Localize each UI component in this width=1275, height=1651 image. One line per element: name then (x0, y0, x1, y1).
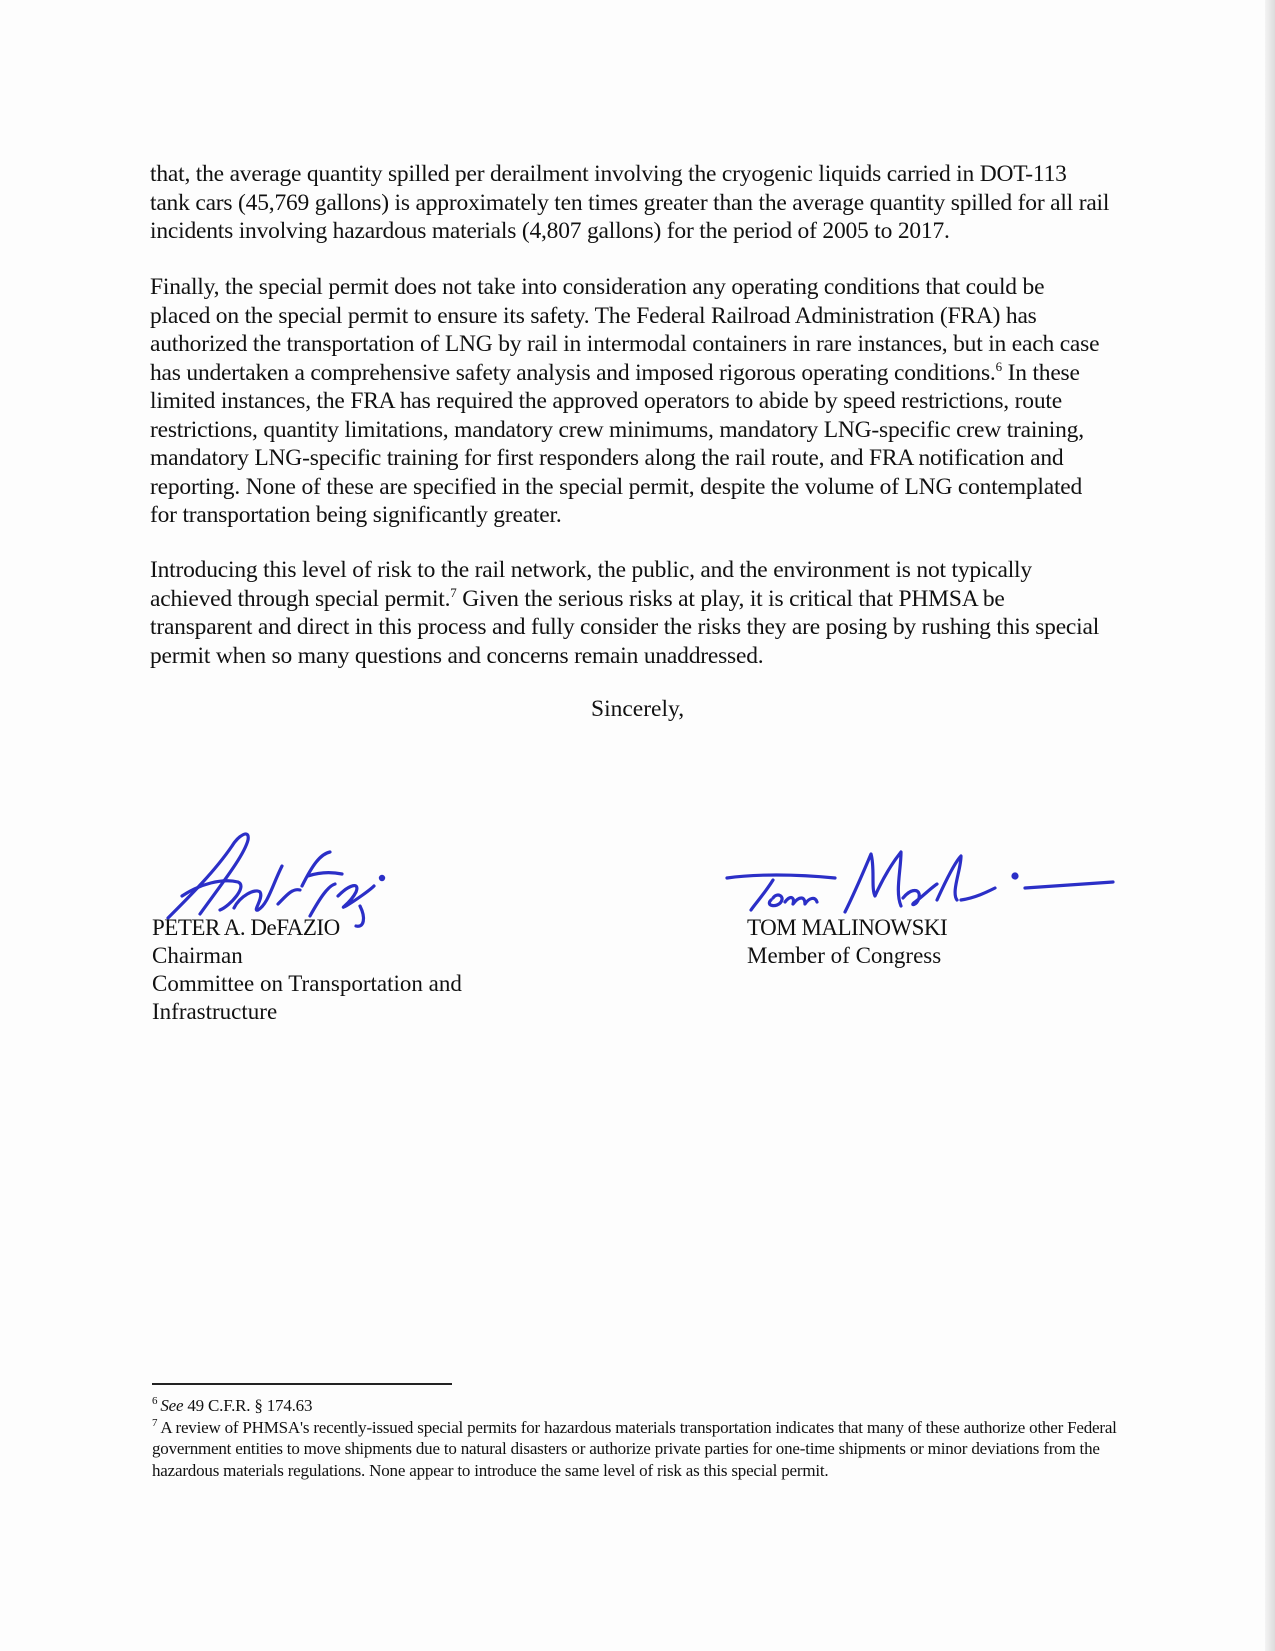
signature-block-defazio (152, 914, 462, 1026)
paragraph-text: Introducing this level of risk to the rail network, the public, and the environment is not typically achieved through special permit. (150, 557, 1032, 612)
paragraph-text: In these limited instances, the FRA has required the approved operators to abide by speed restrictions, route restrictions, quantity limitations, mandatory crew minimums, mandatory LNG-specific crew training, mandatory LNG-specific training for first responders along the rail route, and FRA notification and reporting. None of these are specified in the special permit, despite the volume of LNG contemplated for transportation being significantly greater. (150, 359, 1084, 528)
footnote-reference-7: 7 (450, 584, 457, 600)
body-paragraph-1 (150, 160, 1110, 246)
footnote-marker: 6 (152, 1395, 158, 1408)
paragraph-text: Given the serious risks at play, it is critical that PHMSA be transparent and direct in this process and fully consider the risks they are posing by rushing this special permit when so many questions and concerns remain unaddressed. (150, 585, 1100, 669)
signatory-name: TOM MALINOWSKI (747, 915, 948, 940)
footnote-signal: See (160, 1396, 184, 1415)
signatory-committee-continued: Infrastructure (152, 999, 278, 1024)
closing-salutation: Sincerely, (591, 696, 685, 722)
footnote-reference-6: 6 (995, 358, 1002, 374)
footnote-text: A review of PHMSA's recently-issued special permits for hazardous materials transportation indicates that many of these authorize other Federal government entities to move shipments due to natural disasters or authorize private parties for one-time shipments or minor deviations from the hazardous materials regulations. None appear to introduce the same level of risk as this special permit. (152, 1417, 1117, 1480)
paragraph-text: Finally, the special permit does not take into consideration any operating conditions that could be placed on the special permit to ensure its safety. The Federal Railroad Administration (FRA) has authorized the transportation of LNG by rail in intermodal containers in rare instances, but in each case has undertaken a comprehensive safety analysis and imposed rigorous operating conditions. (150, 274, 1100, 386)
body-paragraph-3 (150, 556, 1110, 670)
footnote-divider (152, 1383, 452, 1385)
signatory-committee: Committee on Transportation and (152, 971, 462, 996)
footnote-6 (152, 1395, 1132, 1417)
body-paragraph-2 (150, 273, 1110, 530)
signature-block-malinowski (747, 914, 947, 970)
footnote-7 (152, 1417, 1132, 1482)
footnote-text: 49 C.F.R. § 174.63 (183, 1396, 313, 1415)
footnote-marker: 7 (152, 1416, 158, 1429)
signature-malinowski (725, 848, 1115, 920)
signatory-title: Chairman (152, 943, 243, 968)
signatory-title: Member of Congress (747, 943, 942, 968)
signatory-name: PETER A. DeFAZIO (152, 915, 340, 940)
paragraph-text: that, the average quantity spilled per derailment involving the cryogenic liquids carried in DOT-113 tank cars (45,769 gallons) is approximately ten times greater than the average quantity spilled for all rail incidents involving hazardous materials (4,807 gallons) for the period of 2005 to 2017. (150, 161, 1110, 244)
page-edge-shadow (1265, 0, 1275, 1651)
footnotes-section (152, 1395, 1132, 1481)
